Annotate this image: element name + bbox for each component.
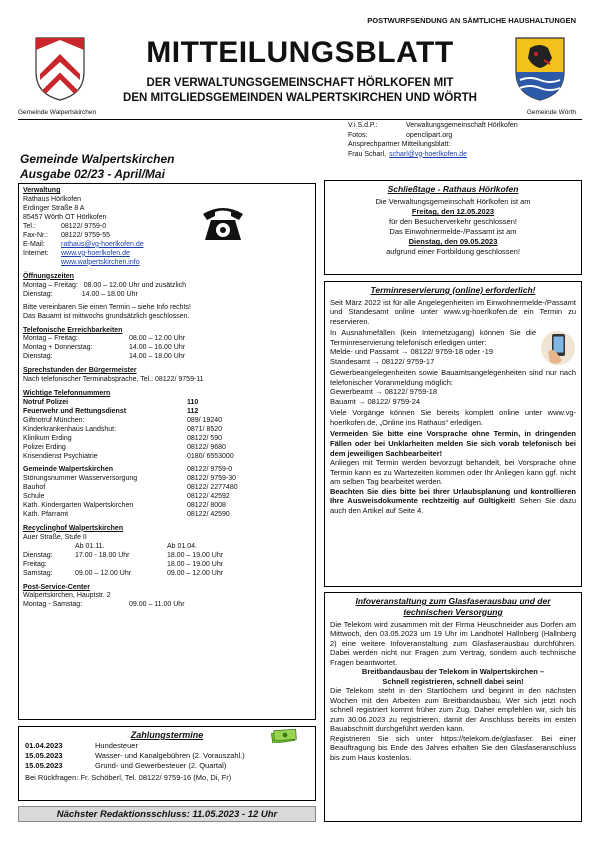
imprint [348,122,588,160]
hours-line: Dienstag: 14.00 – 18.00 Uhr [23,290,138,298]
payment-dates-box [18,726,316,801]
fiber-paragraph: Registrieren Sie sich unter https://telekom.de/glasfaser. Bei einer Beauftragung bis Ende des Jahres erhalten Sie den Glasfaseranschluss bis zum Haus kostenlos. [330,733,576,762]
phone-number-row: Kath. Pfarramt 08122/ 42590 [23,510,230,518]
closing-text: Die Verwaltungsgemeinschaft Hörlkofen ist am [375,197,531,207]
website-link[interactable]: www.walpertskirchen.info [61,258,140,266]
imprint-row: Ansprechpartner Mitteilungsblatt: [348,141,451,148]
contact-row [23,259,311,268]
appointment-phone: Standesamt → 08122/ 9759-17 [330,356,435,366]
closing-text: aufgrund einer Fortbildung geschlossen! [386,247,520,257]
payment-dates-title: Zahlungstermine [130,730,204,740]
recycling-row: Samstag: 09.00 – 12.00 Uhr 09.00 – 12.00 Uhr [23,569,224,577]
contact-row: Internet: www.vg-hoerlkofen.de [23,249,130,257]
telephone-icon [199,202,247,244]
fiber-title: Infoveranstaltung zum Glasfaserausbau und der [355,596,551,606]
address-line: Erdinger Straße 8 A [23,204,85,212]
issue-label: Ausgabe 02/23 - April/Mai [20,167,165,181]
fiber-info-box [324,592,582,822]
section-heading-opening-hours: Öffnungszeiten [23,272,74,280]
appointment-phone: Bauamt → 08122/ 9759-24 [330,396,421,406]
fiber-subheading: Schnell registrieren, schnell dabei sein! [382,676,524,686]
phone-hours-row: Dienstag: 14.00 – 18.00 Uhr [23,353,186,361]
phone-number-row: Schule 08122/ 42592 [23,492,230,500]
phone-number-row: Giftnotruf München: 089/ 19240 [23,416,223,424]
closing-text: für den Besucherverkehr geschlossen! [389,217,517,227]
imprint-email-link[interactable]: scharl@vg-hoerlkofen.de [389,150,468,158]
money-icon [271,729,297,743]
masthead-subtitle-1: DER VERWALTUNGSGEMEINSCHAFT HÖRLKOFEN MIT [146,77,454,89]
appointment-warning: Beachten Sie dies bitte bei Ihrer Urlaubsplanung und kontrollieren Ihre Ausweisdokumente rechtzeitig auf Gültigkeit! [330,486,576,506]
fiber-paragraph: Die Telekom steht in den Startlöchern und beginnt in den nächsten Wochen mit den Arbeiten zum Breitbandausbau. Wer sich jetzt noch schnell registriert kommt früher zum Zug. Daher empfehlen wir, sich bis zum 30.06.2023 zu registrieren, damit der Anschluss bereits im ersten Bauabschnitt durchgeführt werden kann. [330,686,576,734]
section-heading-post: Post-Service-Center [23,583,90,591]
appointment-box [324,281,582,587]
phone-hours-row: Montag – Freitag: 08.00 – 12.00 Uhr [23,335,186,343]
recycling-row: Freitag: 18.00 – 19.00 Uhr [23,560,224,568]
hours-line: Montag – Freitag: 08.00 – 12.00 Uhr und zusätzlich [23,281,187,289]
appointment-paragraph: Viele Vorgänge können Sie bereits komplett online unter www.vg-hoerlkofen.de, „Online ins Rathaus“ erledigen. [330,408,576,427]
walpertskirchen-crest-icon [34,36,86,102]
recycling-row: Dienstag: 17.00 - 18.00 Uhr 18.00 – 19.00 Uhr [23,551,224,559]
contact-row: Tel.: 08122/ 9759-0 [23,222,107,230]
distribution-note: POSTWURFSENDUNG AN SÄMTLICHE HAUSHALTUNGEN [367,16,576,25]
phone-hours-row: Montag + Donnerstag: 14.00 – 16.00 Uhr [23,344,186,352]
appointment-paragraph: Seit März 2022 ist für alle Angelegenheiten im Einwohnermelde-/Passamt und Standesamt online unter www.vg-hoerlkofen.de ein Termin zu reservieren. [330,297,576,326]
crest-left-label: Gemeinde Walpertskirchen [18,109,97,116]
closing-date: Dienstag, den 09.05.2023 [408,237,498,247]
appointment-phone: Melde- und Passamt → 08122/ 9759-18 oder -19 [330,347,494,357]
phone-number-row: Krisendienst Psychiatrie 0180/ 6553000 [23,452,234,460]
appointment-paragraph: In Ausnahmefällen (kein Internetzugang) können Sie die Terminreservierung telefonisch erledigen unter: [330,328,536,347]
masthead-subtitle-2: DEN MITGLIEDSGEMEINDEN WALPERTSKIRCHEN UND WÖRTH [123,92,477,104]
contact-row: Fax-Nr.: 08122/ 9759-55 [23,231,111,239]
phone-number-row: Polizei Erding 08122/ 9680 [23,443,226,451]
closing-days-box [324,180,582,275]
contact-row: E-Mail: rathaus@vg-hoerlkofen.de [23,240,144,248]
fiber-paragraph: Die Telekom wird zusammen mit der Firma Heuschneider aus Dorfen am Mittwoch, den 03.05.2023 um 19 Uhr im Landhotel Hallnberg (Hallnberg 2) eine weitere Infoveranstaltung zum Glasfaserausbau durchführen. Dabei werden nicht nur Fragen zum Vertrag, sondern auch technische Fragen beantwortet. [330,619,576,667]
payment-row: 15.05.2023 Wasser- und Kanalgebühren (2. Vorauszahl.) [25,751,245,761]
woerth-crest-icon [514,36,566,102]
municipality-title: Gemeinde Walpertskirchen [20,152,175,166]
imprint-row: Frau Scharl, scharl@vg-hoerlkofen.de [348,151,588,161]
closing-date: Freitag, den 12.05.2023 [411,207,495,217]
smartphone-hand-icon [540,328,576,368]
recycling-address: Auer Straße, Stufe II [23,533,87,541]
fiber-title: technischen Versorgung [403,606,503,617]
address-line: 85457 Wörth OT Hörlkofen [23,213,107,221]
closing-days-title: Schließtage - Rathaus Hörlkofen [387,184,519,194]
hours-note: Das Bauamt ist mittwochs grundsätzlich geschlossen. [23,312,190,320]
phone-number-row: Notruf Polizei 110 [23,398,199,406]
section-heading-verwaltung: Verwaltung [23,187,61,194]
masthead-divider [18,119,582,120]
payment-row: 15.05.2023 Grund- und Gewerbesteuer (2. Quartal) [25,761,227,771]
appointment-paragraph: Anliegen mit Termin werden bevorzugt behandelt, bei Vorsprache ohne Termin kann es zu Wartezeiten kommen oder Ihr Anliegen kann ggf. nicht am selben Tag bearbeitet werden. [330,458,576,487]
fiber-subheading: Breitbandausbau der Telekom in Walpertskirchen – [361,667,545,677]
payment-row: 01.04.2023 Hundesteuer [25,741,138,751]
phone-number-row: Störungsnummer Wasserversorgung 08122/ 9759-30 [23,474,237,482]
hours-note: Bitte vereinbaren Sie einen Termin – siehe Info rechts! [23,303,191,311]
imprint-row: V.i.S.d.P.: Verwaltungsgemeinschaft Hörlkofen [348,122,518,129]
municipality-phone-heading: Gemeinde Walpertskirchen 08122/ 9759-0 [23,465,233,473]
masthead-title: MITTEILUNGSBLATT [146,36,454,69]
payment-contact: Bei Rückfragen: Fr. Schöberl, Tel. 08122/ 9759-16 (Mo, Di, Fr) [25,773,232,783]
recycling-column-headers: Ab 01.11. Ab 01.04. [75,542,197,550]
editorial-deadline: Nächster Redaktionsschluss: 11.05.2023 - 12 Uhr [18,806,316,822]
website-link[interactable]: www.vg-hoerlkofen.de [61,249,130,257]
address-line: Rathaus Hörlkofen [23,195,81,203]
appointment-phone: Gewerbeamt → 08122/ 9759-18 [330,387,438,397]
phone-number-row: Klinikum Erding 08122/ 590 [23,434,223,442]
info-box [18,183,316,720]
mayor-hours-line: Nach telefonischer Terminabsprache, Tel.: 08122/ 9759-11 [23,376,204,383]
section-heading-important-numbers: Wichtige Telefonnummern [23,390,111,397]
appointment-warning: Vermeiden Sie bitte eine Vorsprache ohne Termin, in dringenden Fällen oder bei Unklarheiten melden Sie sich vorab telefonisch bei dem jeweiligen Sachbearbeiter! [330,429,576,458]
phone-number-row: Feuerwehr und Rettungsdienst 112 [23,407,199,415]
section-heading-mayor-hours: Sprechstunden der Bürgermeister [23,367,137,375]
phone-number-row: Kath. Kindergarten Walpertskirchen 08122/ 8008 [23,501,226,509]
section-heading-phone-hours: Telefonische Erreichbarkeiten [23,326,123,334]
appointment-paragraph: Gewerbeangelegenheiten sowie Bauamtsangelegenheiten sind nur nach telefonischer Voranmeldung möglich: [330,368,576,387]
phone-number-row: Bauhof 08122/ 2277480 [23,483,238,491]
imprint-row: Fotos: openclipart.org [348,131,453,139]
email-link[interactable]: rathaus@vg-hoerlkofen.de [61,240,144,248]
appointment-reference: Sehen Sie dazu auch den Artikel auf Seite 4. [330,496,576,515]
post-hours-row: Montag - Samstag: 09.00 – 11.00 Uhr [23,601,185,609]
phone-number-row: Kinderkrankenhaus Landshut: 0871/ 8520 [23,425,223,433]
crest-right-label: Gemeinde Wörth [526,109,576,116]
post-address: Walpertskirchen, Hauptstr. 2 [23,592,111,600]
closing-text: Das Einwohnermelde-/Passamt ist am [389,227,517,237]
appointment-title: Terminreservierung (online) erforderlich! [370,285,536,295]
section-heading-recycling: Recyclinghof Walpertskirchen [23,524,124,532]
